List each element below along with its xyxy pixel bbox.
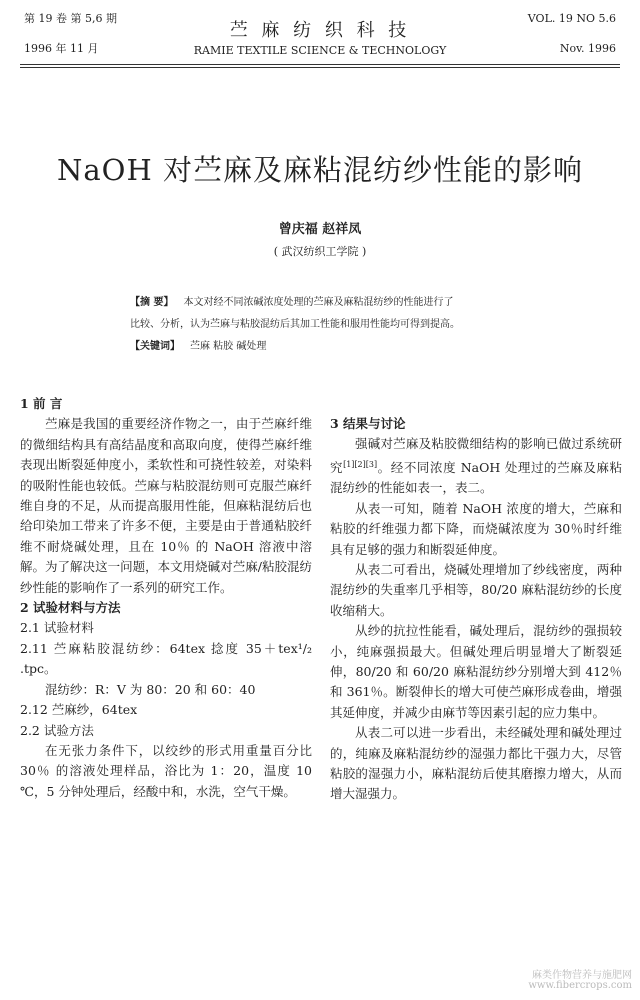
section-2-11-blend: 混纺纱：R：V 为 80：20 和 60：40: [45, 681, 256, 697]
journal-title-en: RAMIE TEXTILE SCIENCE & TECHNOLOGY: [193, 44, 447, 57]
paper-title: NaOH 对苎麻及麻粘混纺纱性能的影响: [57, 153, 583, 187]
results-para-3: 从表二可看出，烧碱处理增加了纱线密度，两种混纺纱的失重率几乎相等，80/20 麻粘混纺纱的长度收缩稍大。: [330, 562, 622, 618]
section-2-1-heading: 2.1 试验材料: [20, 620, 94, 636]
abstract-block: [130, 292, 550, 358]
section-3-heading: 3 结果与讨论: [330, 416, 406, 431]
abstract-text-1: 本文对经不同浓碱浓度处理的苎麻及麻粘混纺纱的性能进行了: [183, 297, 454, 308]
section-2-2-body: 在无张力条件下，以绞纱的形式用重量百分比 30％ 的溶液处理样品，浴比为 1：20，温度 10 ℃，5 分钟处理后，经酸中和，水洗，空气干燥。: [20, 742, 312, 799]
results-para-4: 从纱的抗拉性能看，碱处理后，混纺纱的强损较小，纯麻强损最大。但碱处理后明显增大了断裂延伸，80/20 和 60/20 麻粘混纺纱分别增大到 412％ 和 361％。断裂伸长的增大可使苎麻形成卷曲，增强其延伸度，并减少由麻节等因素引起的应力集中。: [330, 623, 622, 720]
abstract-label: 【摘 要】: [130, 297, 174, 308]
header-rule-2: [20, 67, 620, 68]
section-2-2-heading: 2.2 试验方法: [20, 722, 94, 738]
journal-title-cn: 苎 麻 纺 织 科 技: [229, 20, 411, 41]
results-para-1: 强碱对苎麻及粘胶微细结构的影响已做过系统研究[1][2][3]。经不同浓度 NaOH 处理过的苎麻及麻粘混纺纱的性能如表一，表二。: [330, 436, 622, 496]
keywords: 苎麻 粘胶 碱处理: [190, 341, 267, 352]
authors: 曾庆福 赵祥凤: [278, 222, 362, 237]
watermark-text: 麻类作物营养与施肥网: [532, 970, 632, 981]
section-2-heading: 2 试验材料与方法: [20, 600, 121, 616]
section-2-11: 2.11 苎麻粘胶混纺纱：64tex 捻度 35＋tex¹/₂ .tpc。: [20, 640, 312, 677]
abstract-text-2: 比较、分析，认为苎麻与粘胶混纺后其加工性能和服用性能均可得到提高。: [130, 319, 460, 330]
watermark-url: www.fibercrops.com: [528, 980, 632, 991]
citation-refs: [1][2][3]: [343, 459, 378, 469]
header-rule: [20, 64, 620, 65]
left-column: [20, 394, 312, 802]
right-column: [330, 414, 622, 805]
header-volume: VOL. 19 NO 5.6: [527, 12, 616, 25]
section-1-body: 苎麻是我国的重要经济作物之一，由于苎麻纤维的微细结构具有高结晶度和高取向度，使得苎麻纤维表现出断裂延伸度小，柔软性和可挠性较差，对染料的吸附性能也较低。苎麻与粘胶混纺则可克服苎麻纤维自身的不足，从而提高服用性能，但麻粘混纺后也给印染加工带来了许多不便，主要是由于普通粘胶纤维不耐烧碱处理，且在 10％ 的 NaOH 溶液中溶解。为了解决这一问题，本文用烧碱对苎麻/粘胶混纺纱性能的影响作了一系列的研究工作。: [20, 416, 312, 595]
header-date-en: Nov. 1996: [559, 42, 616, 55]
results-para-2: 从表一可知，随着 NaOH 浓度的增大，苎麻和粘胶的纤维强力都下降，而烧碱浓度为 30％时纤维具有足够的强力和断裂延伸度。: [330, 500, 622, 557]
keywords-label: 【关键词】: [130, 341, 180, 352]
header-date: 1996 年 11 月: [24, 42, 99, 55]
section-2-12: 2.12 苎麻纱，64tex: [20, 702, 138, 718]
results-para-5: 从表二可以进一步看出，未经碱处理和碱处理过的，纯麻及麻粘混纺纱的湿强力都比干强力大，尽管粘胶的湿强力小，麻粘混纺后使其磨擦力增大，从而增大湿强力。: [330, 725, 622, 802]
affiliation: ( 武汉纺织工学院 ): [273, 245, 367, 258]
section-1-heading: 1 前 言: [20, 396, 63, 411]
header-issue: 第 19 卷 第 5,6 期: [24, 12, 117, 25]
